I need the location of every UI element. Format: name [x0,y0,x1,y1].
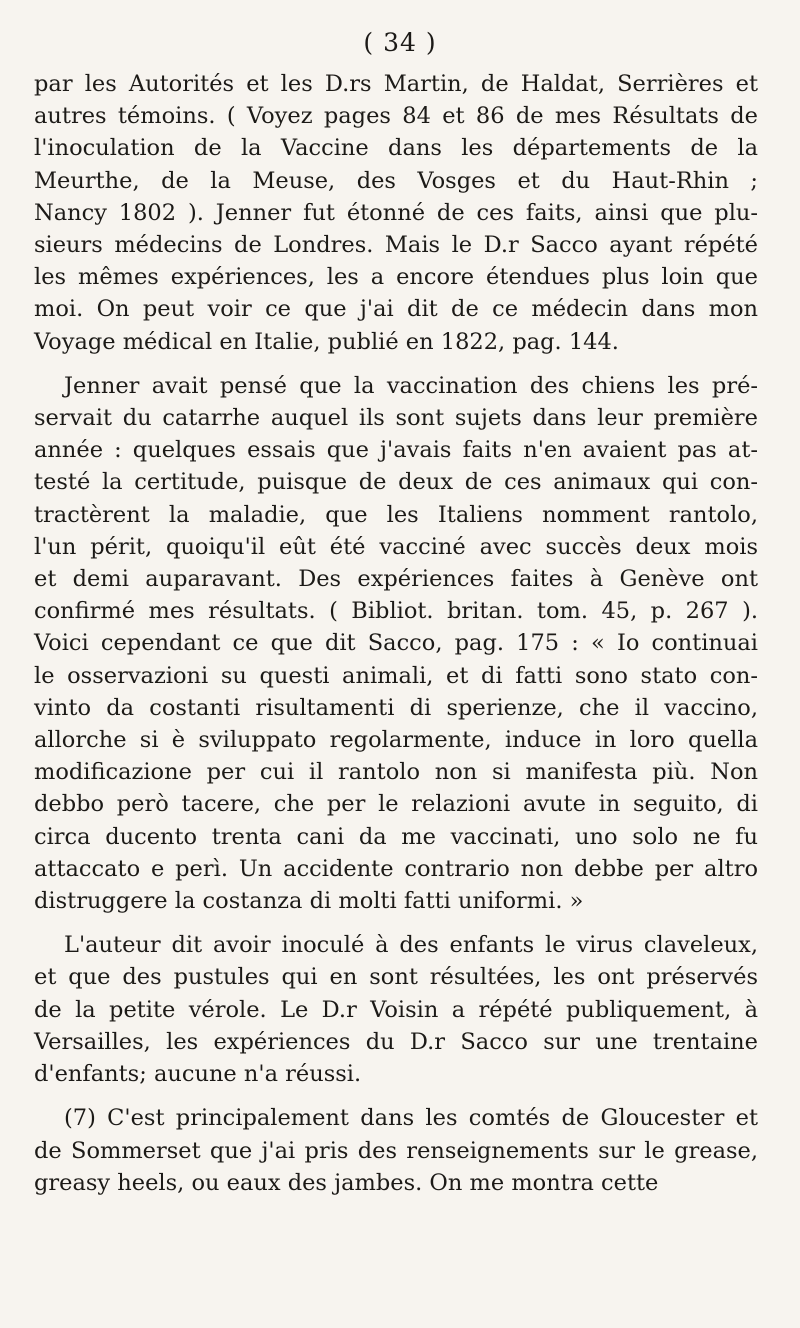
text-line: distruggere la costanza di molti fatti uniformi. » [34,888,584,915]
text-line: d'enfants; aucune n'a réussi. [34,1061,362,1088]
text-line: et que des pustules qui en sont résultées, les ont préservés [34,964,758,991]
text-line: vinto da costanti risultamenti di sperienze, che il vaccino, [34,694,758,721]
text-line: moi. On peut voir ce que j'ai dit de ce médecin dans mon [34,296,758,323]
text-line: modificazione per cui il rantolo non si manifesta più. Non [34,759,758,786]
text-line: par les Autorités et les D.rs Martin, de Haldat, Serrières et [34,71,758,97]
page-body [34,68,758,1199]
text-line: les mêmes expériences, les a encore étendues plus loin que [34,264,758,291]
text-line: Voyage médical en Italie, publié en 1822, pag. 144. [34,328,619,355]
text-line: L'auteur dit avoir inoculé à des enfants le virus claveleux, [64,932,758,959]
paragraph-gap [34,1090,758,1102]
text-line: sieurs médecins de Londres. Mais le D.r Sacco ayant répété [34,232,758,259]
page-number: ( 34 ) [363,28,437,57]
paragraph [34,68,758,358]
text-line: circa ducento trenta cani da me vaccinati, uno solo ne fu [34,823,758,850]
text-line: Nancy 1802 ). Jenner fut étonné de ces faits, ainsi que plu- [34,199,758,226]
paragraph-gap [34,917,758,929]
text-line: tractèrent la maladie, que les Italiens nomment rantolo, [34,501,758,528]
paragraph [34,1102,758,1199]
text-line: debbo però tacere, che per le relazioni avute in seguito, di [34,791,758,818]
text-line: servait du catarrhe auquel ils sont sujets dans leur première [34,405,758,432]
text-line: confirmé mes résultats. ( Bibliot. britan. tom. 45, p. 267 ). [34,598,758,625]
text-line: l'inoculation de la Vaccine dans les départements de la [34,135,758,162]
paragraph [34,929,758,1090]
paragraph-gap [34,358,758,370]
text-line: testé la certitude, puisque de deux de ces animaux qui con- [34,469,758,496]
text-line: greasy heels, ou eaux des jambes. On me montra cette [34,1169,659,1196]
text-line: Meurthe, de la Meuse, des Vosges et du Haut-Rhin ; [34,167,758,194]
paragraph [34,370,758,917]
text-line: année : quelques essais que j'avais faits n'en avaient pas at- [34,437,758,464]
text-line: attaccato e perì. Un accidente contrario non debbe per altro [34,855,758,882]
text-line: et demi auparavant. Des expériences faites à Genève ont [34,566,758,593]
text-line: Versailles, les expériences du D.r Sacco sur une trentaine [34,1028,758,1055]
text-line: de la petite vérole. Le D.r Voisin a répété publiquement, à [34,996,758,1023]
text-line: Voici cependant ce que dit Sacco, pag. 175 : « Io continuai [34,630,758,657]
text-line: le osservazioni su questi animali, et di fatti sono stato con- [34,662,758,689]
text-line: (7) C'est principalement dans les comtés de Gloucester et [64,1105,758,1132]
text-line: allorche si è sviluppato regolarmente, induce in loro quella [34,727,758,754]
text-line: autres témoins. ( Voyez pages 84 et 86 de mes Résultats de [34,103,758,130]
text-line: Jenner avait pensé que la vaccination des chiens les pré- [64,372,758,399]
text-line: de Sommerset que j'ai pris des renseignements sur le grease, [34,1137,758,1164]
text-line: l'un périt, quoiqu'il eût été vacciné avec succès deux mois [34,533,758,560]
